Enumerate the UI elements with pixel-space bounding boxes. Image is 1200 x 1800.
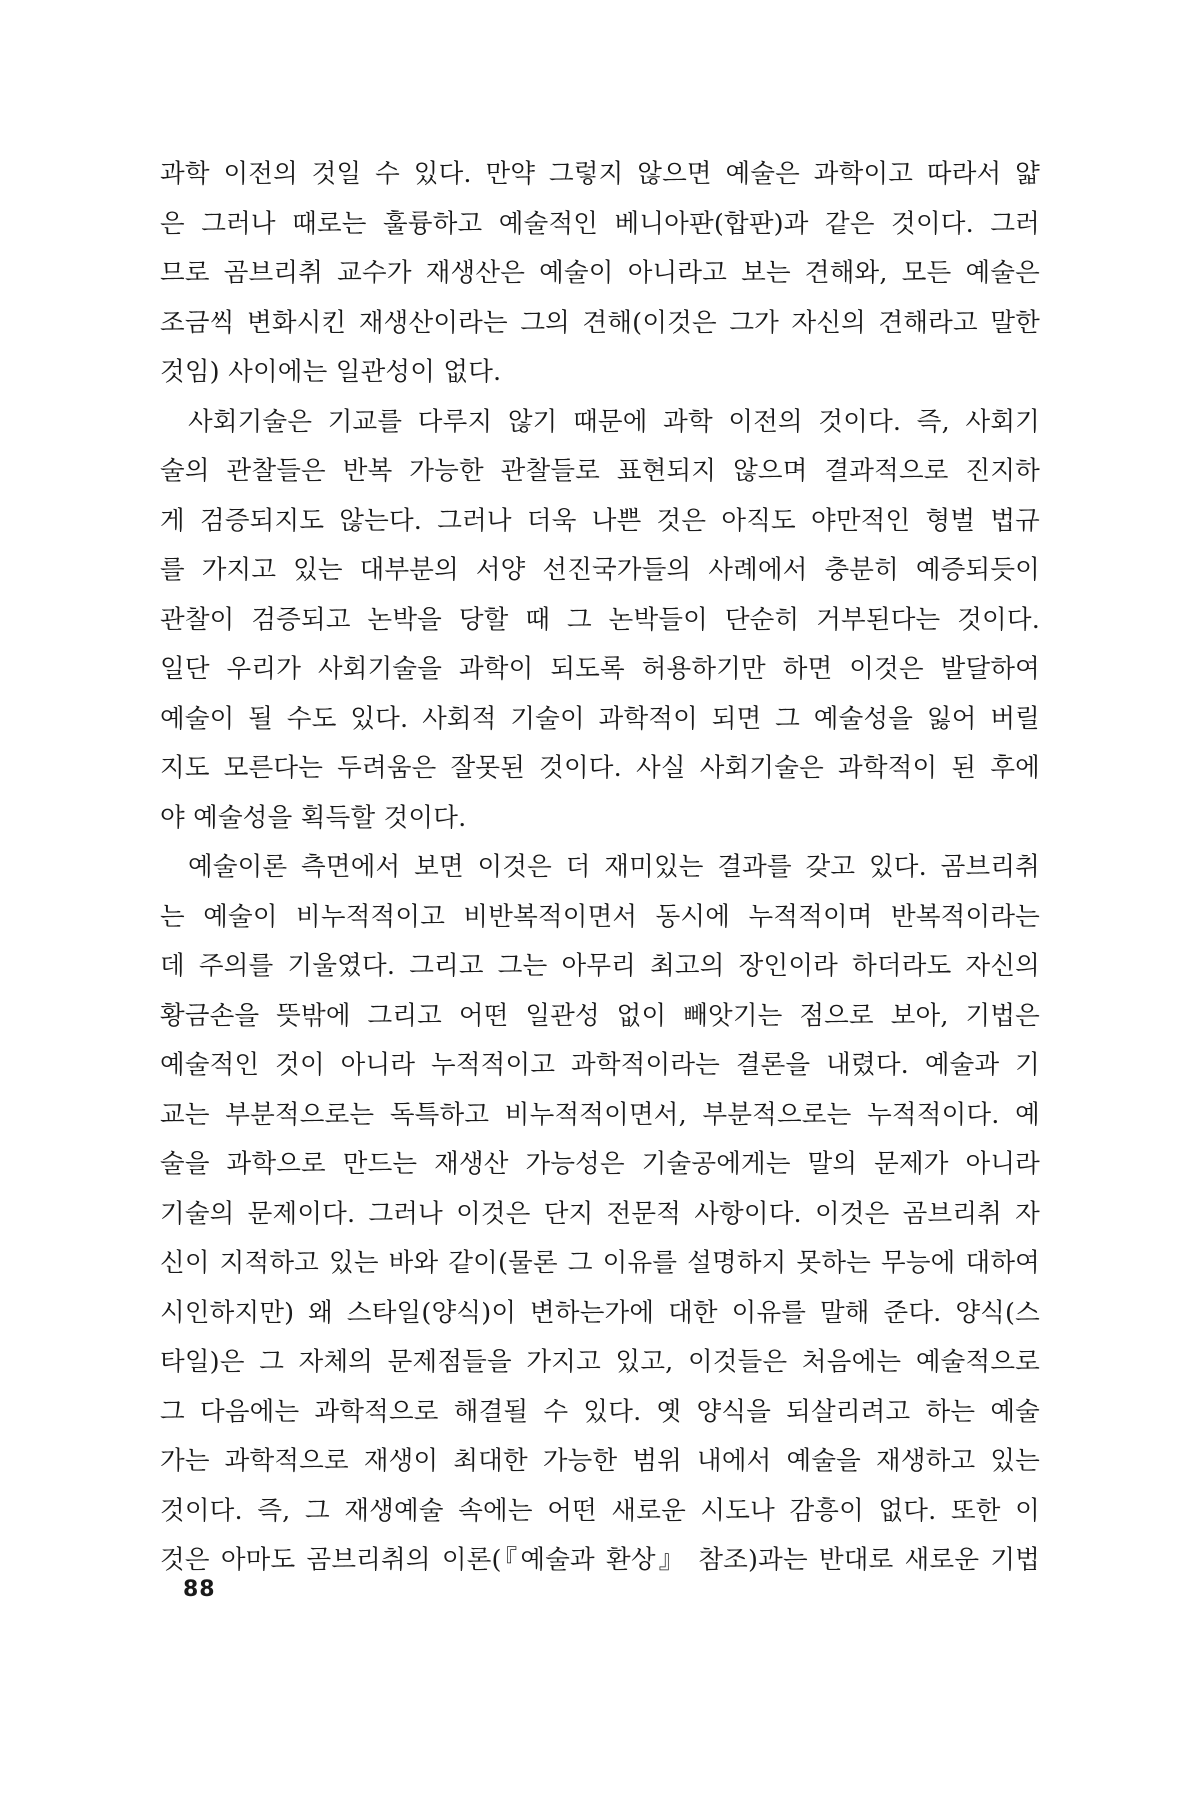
- text-line: 데 주의를 기울였다. 그리고 그는 아무리 최고의 장인이라 하더라도 자신의: [160, 951, 1040, 981]
- text-line: 것임) 사이에는 일관성이 없다.: [160, 357, 502, 387]
- text-line: 술의 관찰들은 반복 가능한 관찰들로 표현되지 않으며 결과적으로 진지하: [160, 456, 1040, 486]
- text-line: 것은 아마도 곰브리취의 이론(『예술과 환상』 참조)과는 반대로 새로운 기법: [160, 1545, 1040, 1575]
- text-line: 것이다. 즉, 그 재생예술 속에는 어떤 새로운 시도나 감흥이 없다. 또한 이: [160, 1495, 1040, 1526]
- text-line: 예술이론 측면에서 보면 이것은 더 재미있는 결과를 갖고 있다. 곰브리취: [188, 852, 1040, 882]
- text-line: 과학 이전의 것일 수 있다. 만약 그렇지 않으면 예술은 과학이고 따라서 얇: [160, 159, 1040, 189]
- body-text: [160, 150, 1040, 1586]
- text-line: 예술적인 것이 아니라 누적적이고 과학적이라는 결론을 내렸다. 예술과 기: [160, 1050, 1040, 1080]
- text-line: 지도 모른다는 두려움은 잘못된 것이다. 사실 사회기술은 과학적이 된 후에: [160, 753, 1040, 783]
- text-line: 황금손을 뜻밖에 그리고 어떤 일관성 없이 빼앗기는 점으로 보아, 기법은: [160, 1000, 1040, 1031]
- text-line: 를 가지고 있는 대부분의 서양 선진국가들의 사례에서 충분히 예증되듯이: [160, 555, 1040, 585]
- text-line: 관찰이 검증되고 논박을 당할 때 그 논박들이 단순히 거부된다는 것이다.: [160, 604, 1040, 635]
- text-line: 게 검증되지도 않는다. 그러나 더욱 나쁜 것은 아직도 야만적인 형벌 법규: [160, 505, 1040, 536]
- text-line: 므로 곰브리취 교수가 재생산은 예술이 아니라고 보는 견해와, 모든 예술은: [160, 258, 1040, 288]
- text-line: 타일)은 그 자체의 문제점들을 가지고 있고, 이것들은 처음에는 예술적으로: [160, 1347, 1040, 1377]
- text-line: 기술의 문제이다. 그러나 이것은 단지 전문적 사항이다. 이것은 곰브리취 자: [160, 1198, 1040, 1229]
- text-line: 야 예술성을 획득할 것이다.: [160, 802, 467, 833]
- text-line: 예술이 될 수도 있다. 사회적 기술이 과학적이 되면 그 예술성을 잃어 버릴: [160, 703, 1040, 734]
- text-line: 조금씩 변화시킨 재생산이라는 그의 견해(이것은 그가 자신의 견해라고 말한: [160, 307, 1040, 338]
- text-line: 교는 부분적으로는 독특하고 비누적적이면서, 부분적으로는 누적적이다. 예: [160, 1099, 1040, 1130]
- page-number: 88: [183, 1577, 216, 1602]
- text-line: 은 그러나 때로는 훌륭하고 예술적인 베니아판(합판)과 같은 것이다. 그러: [160, 208, 1040, 239]
- text-line: 일단 우리가 사회기술을 과학이 되도록 허용하기만 하면 이것은 발달하여: [160, 654, 1040, 684]
- text-line: 는 예술이 비누적적이고 비반복적이면서 동시에 누적적이며 반복적이라는: [160, 901, 1040, 932]
- text-line: 시인하지만) 왜 스타일(양식)이 변하는가에 대한 이유를 말해 준다. 양식(스: [160, 1297, 1040, 1328]
- text-line: 사회기술은 기교를 다루지 않기 때문에 과학 이전의 것이다. 즉, 사회기: [188, 406, 1040, 437]
- text-line: 신이 지적하고 있는 바와 같이(물론 그 이유를 설명하지 못하는 무능에 대하여: [160, 1248, 1040, 1278]
- text-line: 술을 과학으로 만드는 재생산 가능성은 기술공에게는 말의 문제가 아니라: [160, 1149, 1040, 1179]
- text-line: 그 다음에는 과학적으로 해결될 수 있다. 옛 양식을 되살리려고 하는 예술: [160, 1396, 1040, 1427]
- text-line: 가는 과학적으로 재생이 최대한 가능한 범위 내에서 예술을 재생하고 있는: [160, 1446, 1040, 1476]
